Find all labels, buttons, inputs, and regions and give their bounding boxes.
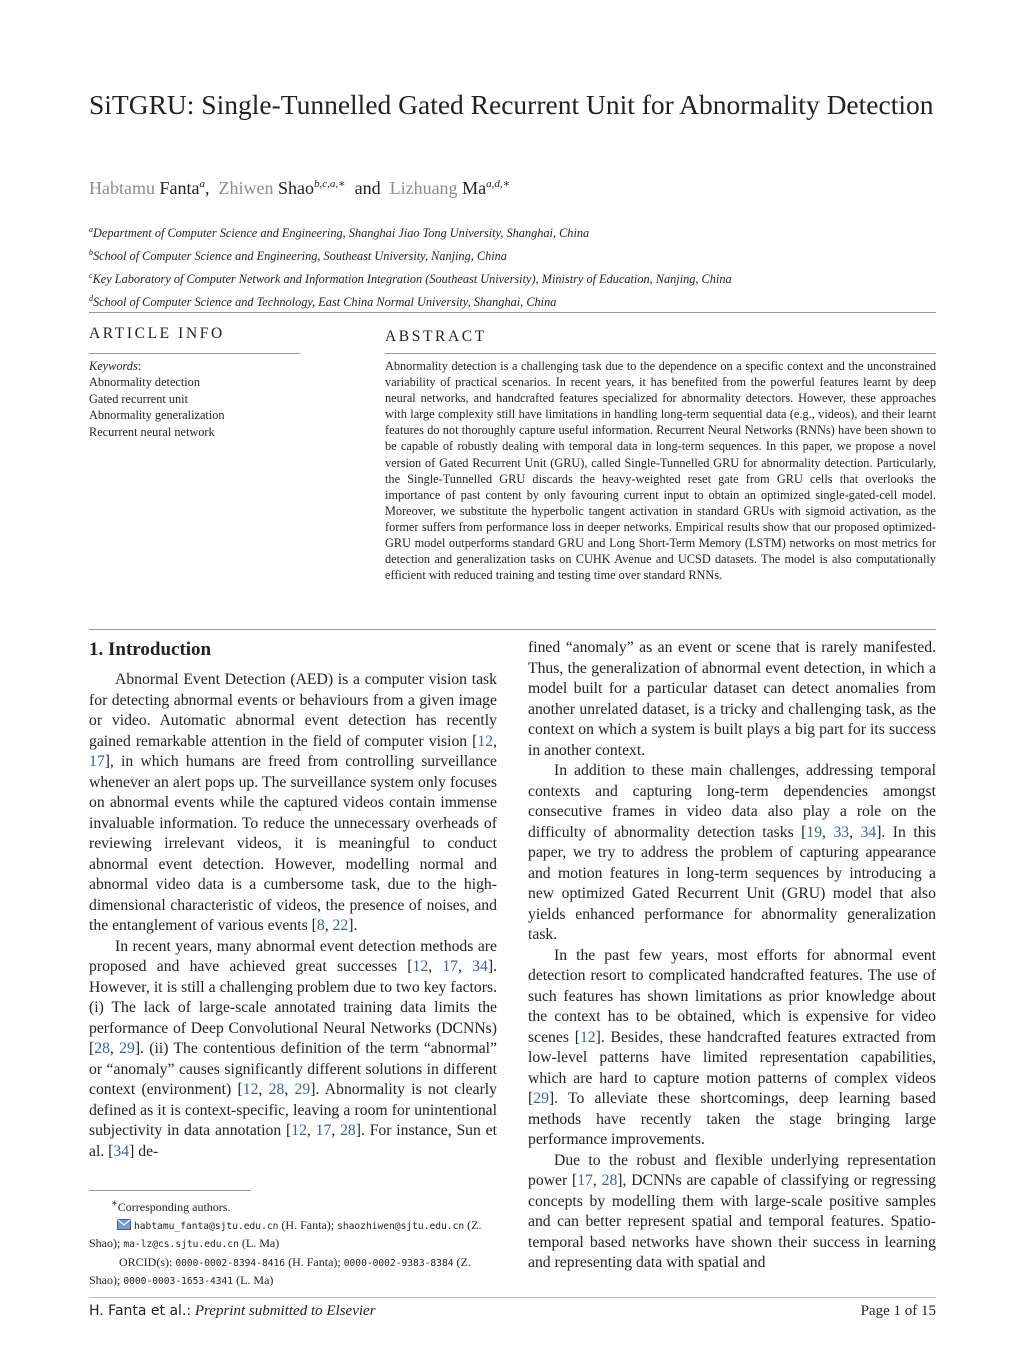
- paragraph: [528, 946, 936, 1151]
- citation-link[interactable]: 22: [332, 917, 349, 934]
- citation-link[interactable]: 12: [477, 732, 494, 750]
- paragraph-text: Abnormal Event Detection (AED) is a computer vision task for detecting abnormal events or behaviours from a given image or video. Automatic abnormal event detection has recently gained remarkable attention in the field of computer vision [: [89, 671, 497, 750]
- paragraph-text: ,: [493, 732, 497, 750]
- affiliation-b: $^b$School of Computer Science and Engineering, Southeast University, Nanjing, China: [89, 248, 507, 264]
- section-heading: 1. Introduction: [89, 639, 212, 660]
- paragraph-text: ,: [849, 823, 861, 841]
- author-3: Lizhuang $Ma^{a,d,∗}$: [389, 178, 511, 198]
- paragraph: [89, 670, 497, 937]
- citation-link[interactable]: 19: [806, 823, 823, 841]
- citation-link[interactable]: 28: [601, 1172, 618, 1189]
- keyword: Abnormality generalization: [89, 408, 225, 423]
- rule-abstract: [385, 353, 936, 354]
- abstract-heading: ABSTRACT: [385, 328, 487, 345]
- article-info-heading: ARTICLE INFO: [89, 325, 225, 342]
- paragraph-text: ]. Besides, these handcrafted features extracted from low-level patterns have limited representation capabilities, which are hard to capture motion patterns of complex videos [: [528, 1028, 936, 1107]
- citation-link[interactable]: 28: [340, 1122, 356, 1139]
- citation-link[interactable]: 17: [89, 753, 105, 770]
- author-1: Habtamu Fanta$^a$: [89, 178, 205, 198]
- citation-link[interactable]: 29: [119, 1040, 135, 1057]
- affiliation-c: $^c$Key Laboratory of Computer Network and Information Integration (Southeast University), Ministry of Education, Nanjing, China: [89, 271, 732, 287]
- author-2: Zhiwen Shao$^{b,c,a,∗}$: [218, 178, 346, 198]
- email-link[interactable]: shaozhiwen@sjtu.edu.cn: [337, 1220, 465, 1232]
- citation-link[interactable]: 29: [533, 1090, 549, 1107]
- paragraph: [89, 937, 497, 1163]
- rule-bottom: [89, 629, 936, 630]
- citation-link[interactable]: 8: [316, 917, 325, 934]
- paragraph: [528, 638, 936, 761]
- author-line: Habtamu Fanta$^a$, Zhiwen Shao$^{b,c,a,∗}$ and Lizhuang $Ma^{a,d,∗}$: [89, 178, 511, 198]
- paragraph-text: ,: [458, 958, 473, 975]
- paragraph-text: ,: [109, 1040, 120, 1057]
- paragraph-text: In recent years, many abnormal event detection methods are proposed and have achieved great successes [: [89, 937, 497, 975]
- paragraph-text: ]. (ii) The contentious definition of the term “abnormal” or “anomaly” causes significantly different solutions in different context (environment) [: [89, 1040, 498, 1098]
- email-link[interactable]: ma-lz@cs.sjtu.edu.cn: [123, 1239, 239, 1251]
- paragraph-text: ]. In this paper, we try to address the problem of capturing appearance and motion features in long-term sequences by introducing a new optimized Gated Recurrent Unit (GRU) model that also yields enhanced performance for abnormality generalization task.: [528, 823, 937, 943]
- keyword: Recurrent neural network: [89, 424, 215, 439]
- paragraph-text: ]. However, it is still a challenging problem due to two key factors. (i) The lack of large-scale annotated training data limits the performance of Deep Convolutional Neural Networks (DCNNs) [: [89, 958, 497, 1057]
- orcid-label: ORCID(s):: [119, 1254, 173, 1269]
- orcid-id[interactable]: 0000-0003-1653-4341: [123, 1276, 234, 1288]
- keywords-block: Keywords: Abnormality detection Gated recurrent unit Abnormality generalization Recurrent neural network: [89, 359, 225, 439]
- paragraph-text: In addition to these main challenges, addressing temporal contexts and capturing long-term dependencies amongst consecutive frames in video data also play a role on the difficulty of abnormality detection tasks [: [528, 762, 936, 841]
- paragraph-text: ] de-: [129, 1142, 159, 1160]
- right-column: [528, 638, 936, 1274]
- footer-author: H. Fanta et al.:: [89, 1303, 192, 1319]
- rule-top: [89, 312, 936, 313]
- paragraph-text: ,: [822, 823, 834, 841]
- paragraph-text: ].: [348, 917, 358, 934]
- paragraph-text: ,: [324, 917, 333, 934]
- left-column: [89, 638, 497, 1162]
- citation-link[interactable]: 12: [291, 1122, 307, 1139]
- keyword: Abnormality detection: [89, 375, 200, 390]
- footnote-label: Corresponding authors.: [117, 1200, 231, 1214]
- paragraph: [528, 761, 936, 946]
- paragraph-text: ,: [428, 958, 443, 975]
- paragraph-text: Due to the robust and flexible underlying representation power [: [528, 1151, 936, 1189]
- paragraph-text: ], in which humans are freed from controlling surveillance whenever an alert pops up. The surveillance system only focuses on abnormal events while the captured videos contain immense invaluable information. To reduce the unnecessary overheads of reviewing irrelevant videos, it is meaningful to conduct abnormal event detection. However, modelling normal and abnormal video data is a cumbersome task, due to the high-dimensional characteristic of videos, the presence of noises, and the entanglement of various events [: [89, 753, 497, 934]
- email-icon: [117, 1218, 131, 1232]
- paragraph-text: In the past few years, most efforts for abnormal event detection resort to complicated handcrafted features. The use of such features has shown limitations as prior knowledge about the context has to be obtained, which is expensive for video scenes [: [528, 946, 936, 1046]
- citation-link[interactable]: 17: [315, 1122, 332, 1139]
- affiliation-d: $^d$School of Computer Science and Technology, East China Normal University, Shanghai, China: [89, 294, 557, 310]
- citation-link[interactable]: 29: [294, 1081, 311, 1098]
- orcid-id[interactable]: 0000-0002-9383-8384: [343, 1257, 454, 1269]
- paragraph: [528, 1151, 936, 1274]
- footer-venue: Preprint submitted to Elsevier: [194, 1303, 376, 1319]
- citation-link[interactable]: 34: [113, 1142, 130, 1160]
- citation-link[interactable]: 33: [833, 823, 850, 841]
- footnote: ∗Corresponding authors. habtamu_fanta@sjtu.edu.cn (H. Fanta); shaozhiwen@sjtu.edu.cn (Z. Shao); ma-lz@cs.sjtu.edu.cn (L. Ma) ORCID(s): 0000-0002-8394-8416 (H. Fanta); 0000-0002-9383-8384 (Z. Shao); 0000-0003-1653-4341 (L. Ma): [89, 1198, 482, 1288]
- keyword: Gated recurrent unit: [89, 391, 189, 406]
- rule-article-info: [89, 353, 300, 354]
- footer-left: [89, 1303, 376, 1320]
- citation-link[interactable]: 28: [94, 1040, 110, 1057]
- citation-link[interactable]: 34: [860, 823, 877, 841]
- paragraph-text: ,: [331, 1122, 341, 1139]
- paragraph-text: ]. For instance, Sun et al. [: [89, 1122, 497, 1160]
- paragraph-text: ], DCNNs are capable of classifying or regressing concepts by modelling them with large-scale positive samples and can better represent spatial and temporal features. Spatio-temporal based networks have shown their success in learning and representing data with spatial and: [528, 1172, 937, 1271]
- author-conjunction: and: [354, 178, 381, 198]
- citation-link[interactable]: 12: [242, 1081, 259, 1098]
- citation-link[interactable]: 28: [268, 1081, 285, 1098]
- paragraph-text: ,: [258, 1081, 269, 1098]
- affiliation-a: $^a$Department of Computer Science and Engineering, Shanghai Jiao Tong University, Shanghai, China: [89, 225, 590, 241]
- paragraph-text: fined “anomaly” as an event or scene that is rarely manifested. Thus, the generalization of abnormal event detection, in which a model built for a particular dataset can detect anomalies from another unrelated dataset, is a tricky and challenging task, as the context on which a system is built plays a big part for its success in another context.: [528, 639, 936, 759]
- affiliations: [89, 220, 732, 312]
- page-number: Page 1 of 15: [860, 1303, 936, 1319]
- rule-footer: [89, 1297, 936, 1298]
- citation-link[interactable]: 12: [412, 958, 429, 975]
- keywords-label: Keywords: [89, 359, 138, 373]
- citation-link[interactable]: 12: [579, 1028, 596, 1046]
- citation-link[interactable]: 17: [442, 958, 459, 975]
- citation-link[interactable]: 34: [472, 958, 488, 975]
- abstract-text: Abnormality detection is a challenging task due to the dependence on a specific context and the unconstrained variability of practical scenarios. In recent years, it has benefited from the powerful features learnt by deep neural networks, and handcrafted features specialized for abnormality detectors. However, these approaches with large complexity still have limitations in handling long-term sequential data (e.g., videos), and their learnt features do not thoroughly capture useful information. Recurrent Neural Networks (RNNs) have been shown to be capable of robustly dealing with temporal data in long-term sequences. In this paper, we propose a novel version of Gated Recurrent Unit (GRU), called Single-Tunnelled GRU for abnormality detection. Particularly, the Single-Tunnelled GRU discards the heavy-weighted reset gate from GRU cells that overlooks the importance of past content by only favouring current input to obtain an optimized single-gated-cell model. Moreover, we substitute the hyperbolic tangent activation in standard GRUs with sigmoid activation, as the former suffers from performance loss in deeper networks. Empirical results show that our proposed optimized-GRU model outperforms standard GRU and Long Short-Term Memory (LSTM) networks on most metrics for detection and generalization tasks on CUHK Avenue and UCSD datasets. The model is also computationally efficient with reduced training and testing time over standard RNNs.: [385, 359, 936, 583]
- orcid-id[interactable]: 0000-0002-8394-8416: [175, 1257, 286, 1269]
- citation-link[interactable]: 17: [577, 1172, 593, 1189]
- email-link[interactable]: habtamu_fanta@sjtu.edu.cn: [134, 1220, 279, 1232]
- rule-footnote: [89, 1190, 251, 1191]
- paragraph-text: ,: [284, 1081, 295, 1098]
- paragraph-text: ,: [306, 1122, 316, 1139]
- paper-title: SiTGRU: Single-Tunnelled Gated Recurrent Unit for Abnormality Detection: [89, 89, 934, 120]
- paragraph-text: ]. Abnormality is not clearly defined as it is context-specific, leaving a room for unintentional subjectivity in data annotation [: [89, 1081, 498, 1139]
- paragraph-text: ]. To alleviate these shortcomings, deep learning based methods have recently taken the stage bringing large performance improvements.: [528, 1090, 936, 1148]
- paragraph-text: ,: [592, 1172, 602, 1189]
